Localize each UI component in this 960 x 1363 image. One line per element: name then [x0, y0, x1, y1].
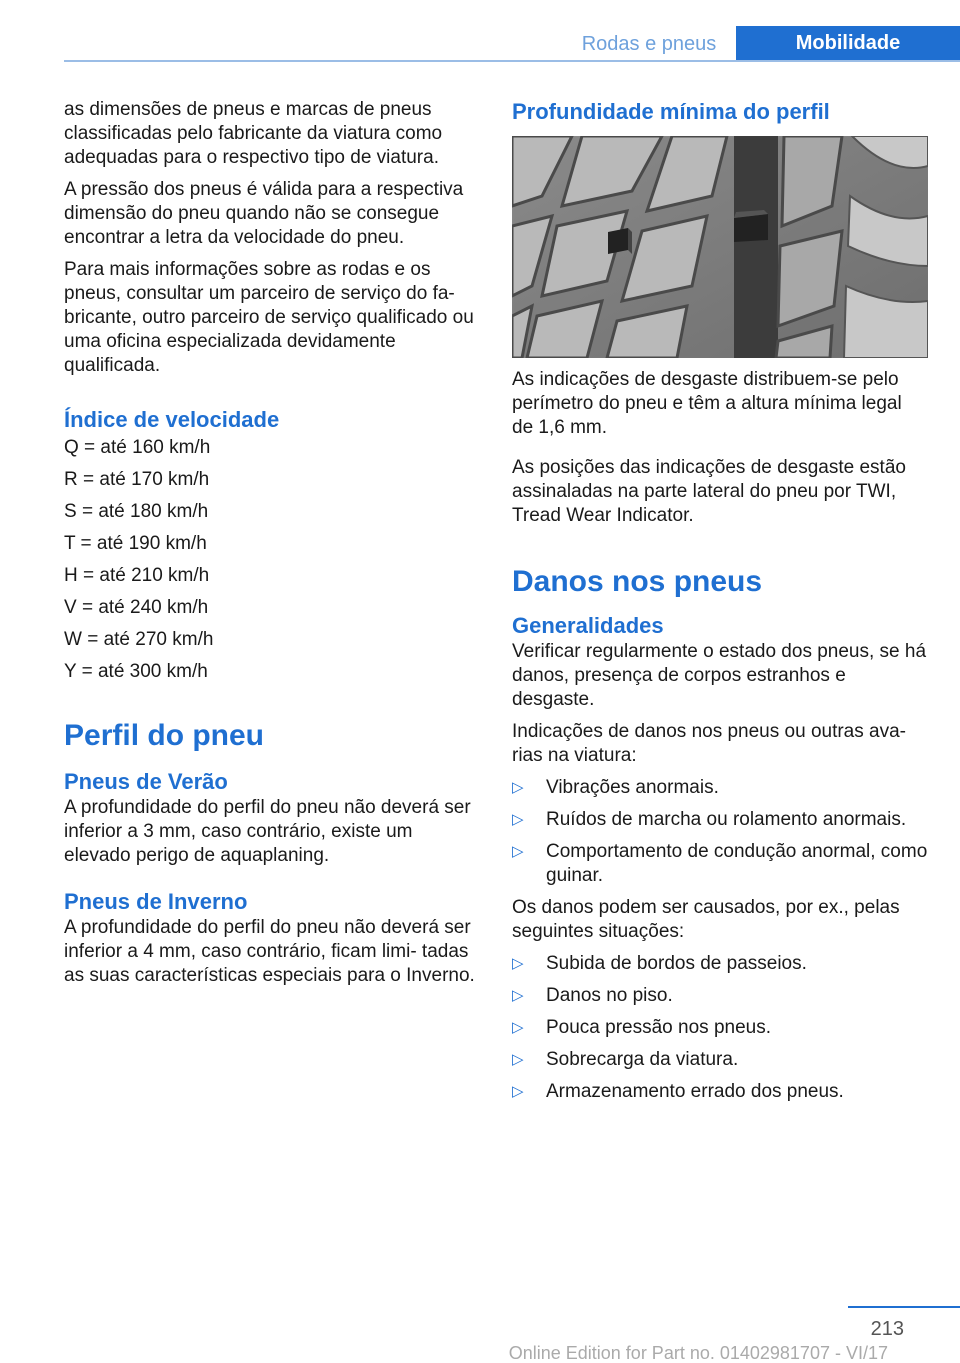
list-item-text: Vibrações anormais.: [546, 777, 719, 798]
list-item: [512, 808, 928, 832]
triangle-bullet-icon: ▷: [512, 811, 524, 828]
speed-item: R = até 170 km/h: [64, 469, 210, 490]
tire-damage-heading: Danos nos pneus: [512, 565, 763, 598]
paragraph: As posições das indicações de desgaste estão assinaladas na parte lateral do pneu por TWI, Tread Wear Indicator.: [512, 457, 906, 526]
paragraph: A profundidade do perfil do pneu não deverá ser inferior a 3 mm, caso contrário, existe um elevado perigo de aquaplaning.: [64, 797, 471, 866]
list-item: [512, 840, 928, 888]
paragraph: As indicações de desgaste distribuem-se pelo perímetro do pneu e têm a altura mínima legal de 1,6 mm.: [512, 369, 902, 438]
list-item: [512, 984, 928, 1008]
header-chapter-tab: Mobilidade: [736, 26, 960, 62]
general-heading: Generalidades: [512, 613, 664, 638]
list-item: [512, 1080, 928, 1104]
list-item: [512, 952, 928, 976]
triangle-bullet-icon: ▷: [512, 779, 524, 796]
min-depth-heading: Profundidade mínima do perfil: [512, 99, 830, 124]
footer-rule: [848, 1306, 960, 1308]
triangle-bullet-icon: ▷: [512, 955, 524, 972]
right-column: [512, 98, 928, 1112]
list-item-text: Ruídos de marcha ou rolamento anormais.: [546, 809, 907, 830]
speed-item: T = até 190 km/h: [64, 533, 207, 554]
list-item-text: Armazenamento errado dos pneus.: [546, 1081, 844, 1102]
paragraph: Verificar regularmente o estado dos pneus, se há danos, presença de corpos estranhos e desgaste.: [512, 641, 927, 710]
header-section: Rodas e pneus: [581, 33, 717, 55]
triangle-bullet-icon: ▷: [512, 987, 524, 1004]
list-item-text: Subida de bordos de passeios.: [546, 953, 807, 974]
edition-note: Online Edition for Part no. 01402981707 - VI/17: [508, 1343, 888, 1363]
speed-item: H = até 210 km/h: [64, 565, 210, 586]
list-item-text: Sobrecarga da viatura.: [546, 1049, 739, 1070]
triangle-bullet-icon: ▷: [512, 1083, 524, 1100]
paragraph: Os danos podem ser causados, por ex., pelas seguintes situações:: [512, 897, 900, 942]
paragraph: A pressão dos pneus é válida para a respectiva dimensão do pneu quando não se consegue encontrar a letra da velocidade do pneu.: [64, 179, 464, 248]
speed-item: W = até 270 km/h: [64, 629, 214, 650]
symptom-list: [512, 776, 928, 888]
paragraph: as dimensões de pneus e marcas de pneus classificadas pelo fabricante da viatura como adequadas para o respectivo tipo de viatura.: [64, 99, 443, 168]
winter-tires-heading: Pneus de Inverno: [64, 889, 248, 914]
page-number: 213: [870, 1318, 904, 1340]
triangle-bullet-icon: ▷: [512, 1051, 524, 1068]
list-item: [512, 776, 928, 800]
tire-tread-photo: [512, 136, 928, 358]
speed-item: V = até 240 km/h: [64, 597, 209, 618]
list-item: [512, 1016, 928, 1040]
list-item-text: Comportamento de condução anormal, como guinar.: [546, 841, 928, 886]
speed-item: Y = até 300 km/h: [64, 661, 208, 682]
tread-profile-heading: Perfil do pneu: [64, 719, 265, 752]
list-item-text: Pouca pressão nos pneus.: [546, 1017, 771, 1038]
list-item-text: Danos no piso.: [546, 985, 673, 1006]
header-rule: [64, 60, 960, 62]
summer-tires-heading: Pneus de Verão: [64, 769, 228, 794]
speed-item: S = até 180 km/h: [64, 501, 209, 522]
triangle-bullet-icon: ▷: [512, 1019, 524, 1036]
paragraph: Para mais informações sobre as rodas e os pneus, consultar um parceiro de serviço do fa‐ bricante, outro parceiro de serviço qualificado ou uma oficina especializada devidamente qualificada.: [64, 259, 474, 376]
speed-index-heading: Índice de velocidade: [64, 407, 280, 432]
left-column: [64, 98, 480, 996]
speed-item: Q = até 160 km/h: [64, 437, 211, 458]
cause-list: [512, 952, 928, 1104]
triangle-bullet-icon: ▷: [512, 843, 524, 860]
paragraph: A profundidade do perfil do pneu não deverá ser inferior a 4 mm, caso contrário, ficam limi‐ tadas as suas características especiais para o Inverno.: [64, 917, 475, 986]
list-item: [512, 1048, 928, 1072]
paragraph: Indicações de danos nos pneus ou outras ava‐ rias na viatura:: [512, 721, 906, 766]
speed-index-list: [64, 436, 480, 684]
